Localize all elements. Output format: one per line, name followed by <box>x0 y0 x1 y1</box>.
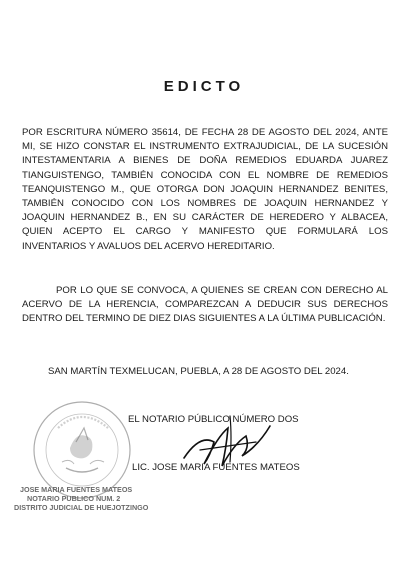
paragraph-deed: POR ESCRITURA NÚMERO 35614, DE FECHA 28 DE AGOSTO DEL 2024, ANTE MI, SE HIZO CONSTAR EL INSTRUMENTO EXTRAJUDICIAL, DE LA SUCESIÓN INTESTAMENTARIA A BIENES DE DOÑA REMEDIOS EDUARDA JUAREZ TIANGUISTENGO, TAMBIÉN CONOCIDA CON EL NOMBRE DE REMEDIOS TEANQUISTENGO M., QUE OTORGA DON JOAQUIN HERNANDEZ BENITES, TAMBIÉN CONOCIDO CON LOS NOMBRES DE JOAQUIN HERNANDEZ Y JOAQUIN HERNANDEZ B., EN SU CARÁCTER DE HEREDERO Y ALBACEA, QUIEN ACEPTO EL CARGO Y MANIFESTO QUE FORMULARÁ LOS INVENTARIOS Y AVALUOS DEL ACERVO HEREDITARIO. <box>22 127 388 252</box>
stamp-line-name: JOSE MARIA FUENTES MATEOS <box>20 485 133 494</box>
signatory-name: LIC. JOSE MARIA FUENTES MATEOS <box>132 462 300 473</box>
document-title: EDICTO <box>163 78 245 95</box>
signatory-title: EL NOTARIO PÚBLICO NÚMERO DOS <box>128 414 299 425</box>
place-date-line: SAN MARTÍN TEXMELUCAN, PUEBLA, A 28 DE AGOSTO DEL 2024. <box>48 366 349 377</box>
stamp-line-district: DISTRITO JUDICIAL DE HUEJOTZINGO <box>14 503 149 512</box>
paragraph-convocation: POR LO QUE SE CONVOCA, A QUIENES SE CREAN CON DERECHO AL ACERVO DE LA HERENCIA, COMPAREZCAN A DEDUCIR SUS DERECHOS DENTRO DEL TERMINO DE DIEZ DIAS SIGUIENTES A LA ÚLTIMA PUBLICACIÓN. <box>22 285 388 325</box>
stamp-line-office: NOTARIO PUBLICO NUM. 2 <box>27 494 121 503</box>
